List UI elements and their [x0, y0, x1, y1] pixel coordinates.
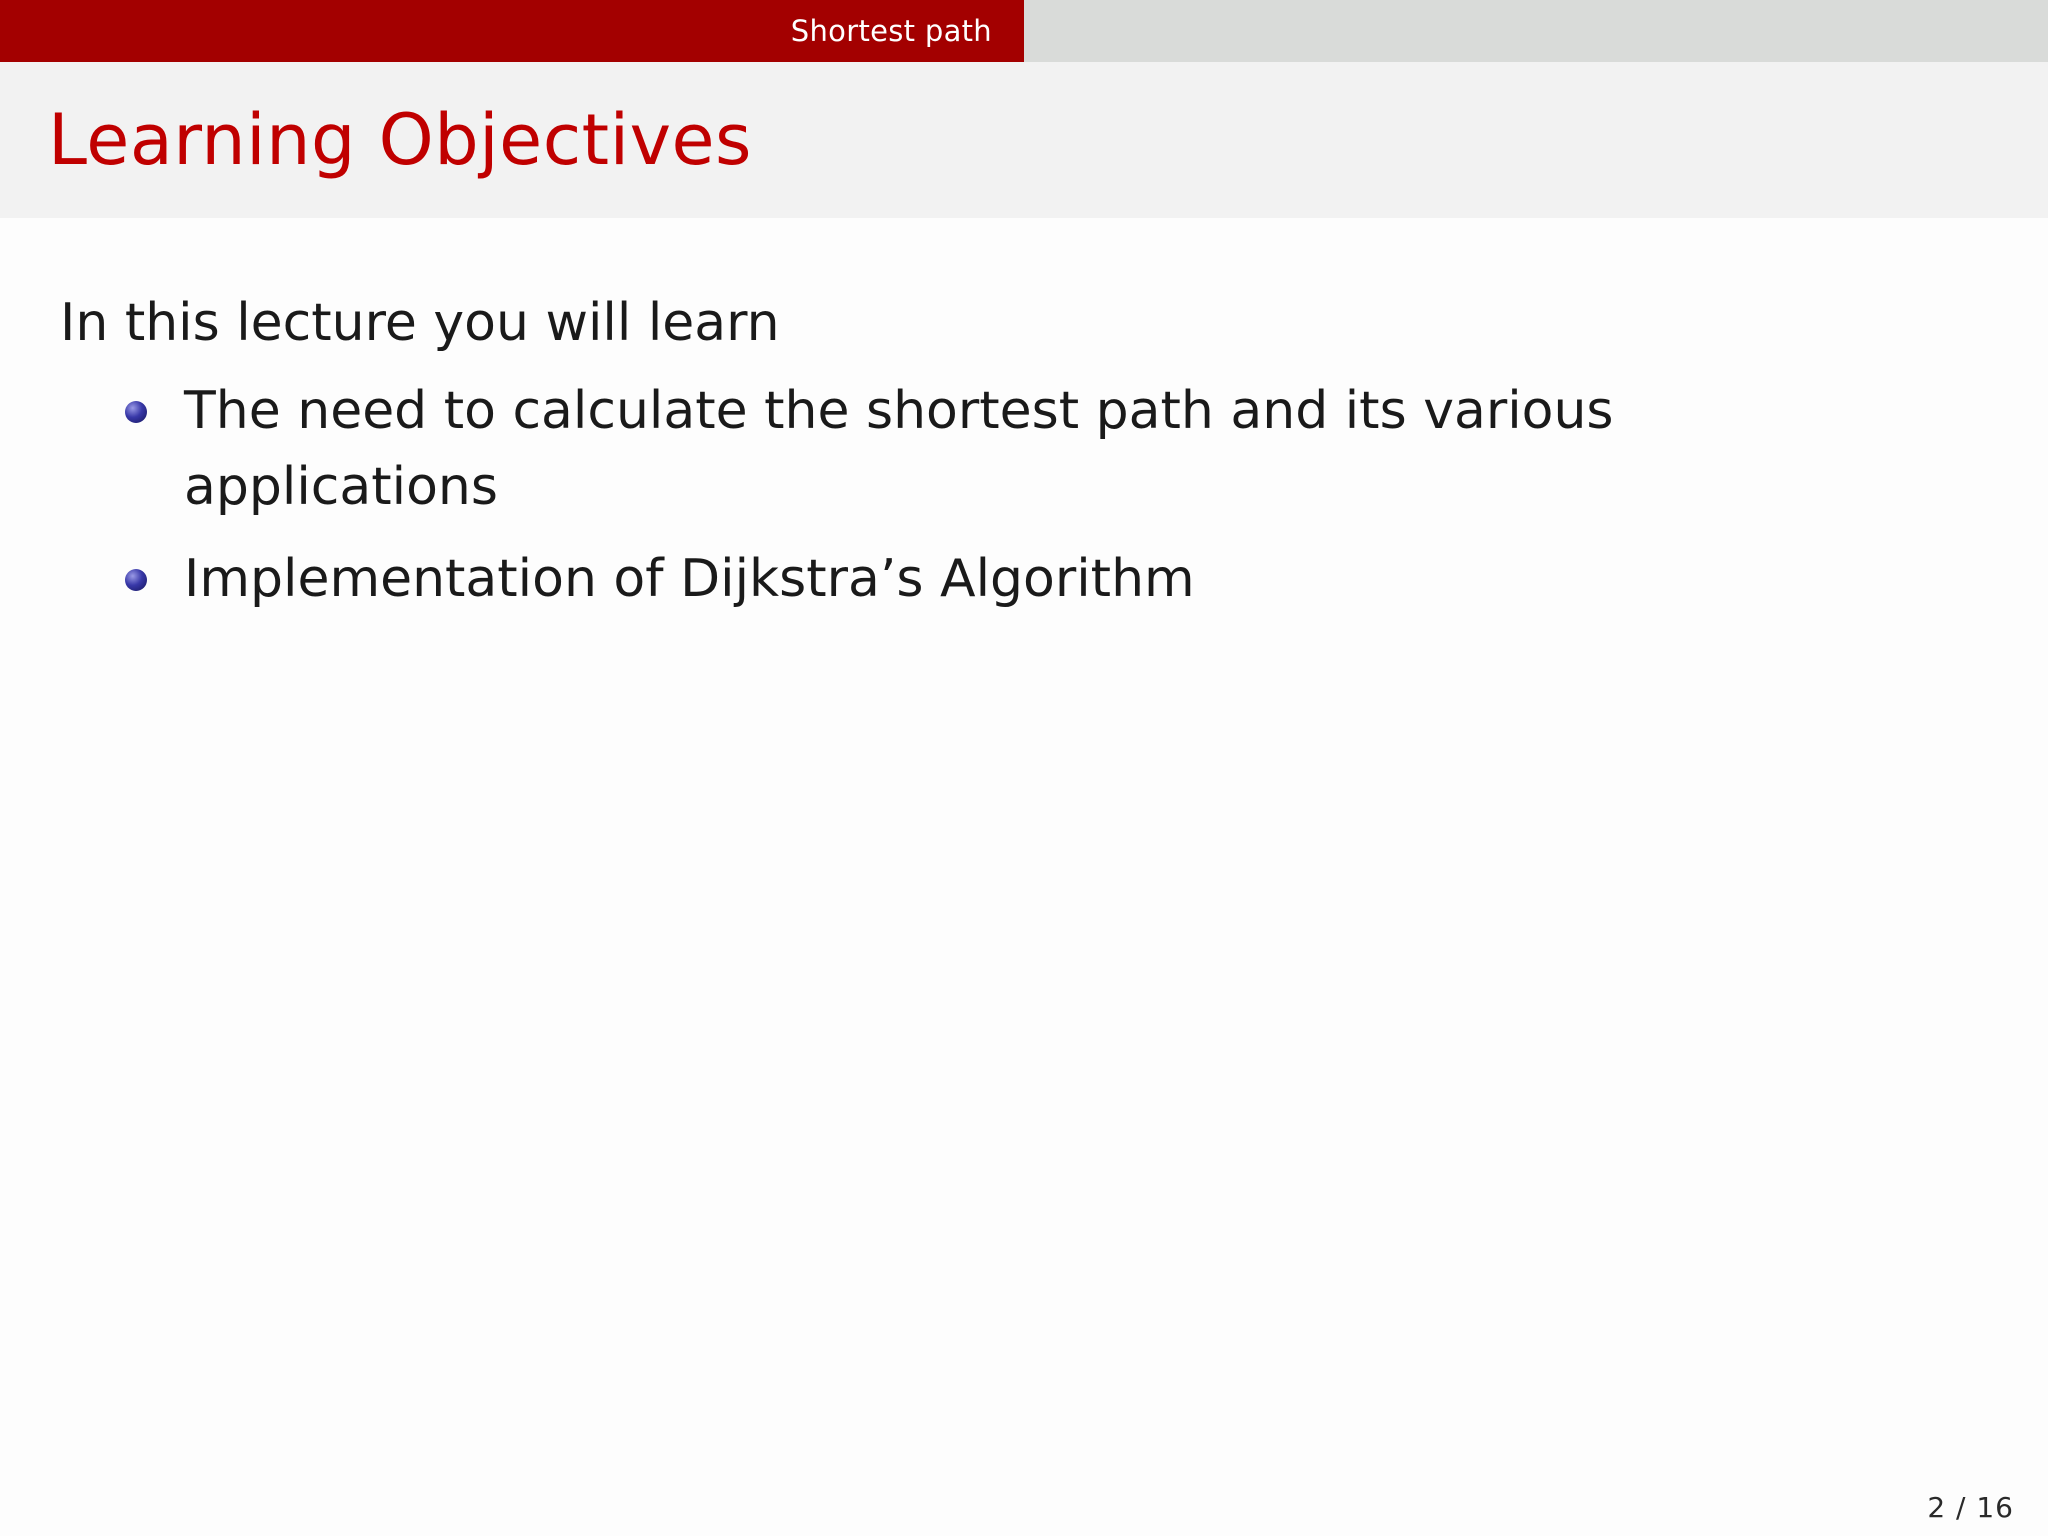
list-item [60, 373, 1804, 525]
intro-text: In this lecture you will learn [60, 293, 780, 353]
ball-bullet-icon [125, 569, 147, 591]
page-number: 2 / 16 [1927, 1491, 2014, 1524]
objectives-list [60, 373, 1960, 617]
list-item [60, 541, 1804, 617]
slide-title: Learning Objectives [48, 99, 753, 181]
headline-filler [1024, 0, 2048, 62]
list-item-text: The need to calculate the shortest path and its various applications [184, 381, 1614, 517]
ball-bullet-icon [125, 401, 147, 423]
slide-content [60, 285, 1960, 633]
section-title: Shortest path [790, 14, 992, 48]
list-item-text: Implementation of Dijkstra’s Algorithm [184, 549, 1195, 609]
headline-bar [0, 0, 2048, 62]
section-banner [0, 0, 1024, 62]
frame-title-bar [0, 62, 2048, 218]
